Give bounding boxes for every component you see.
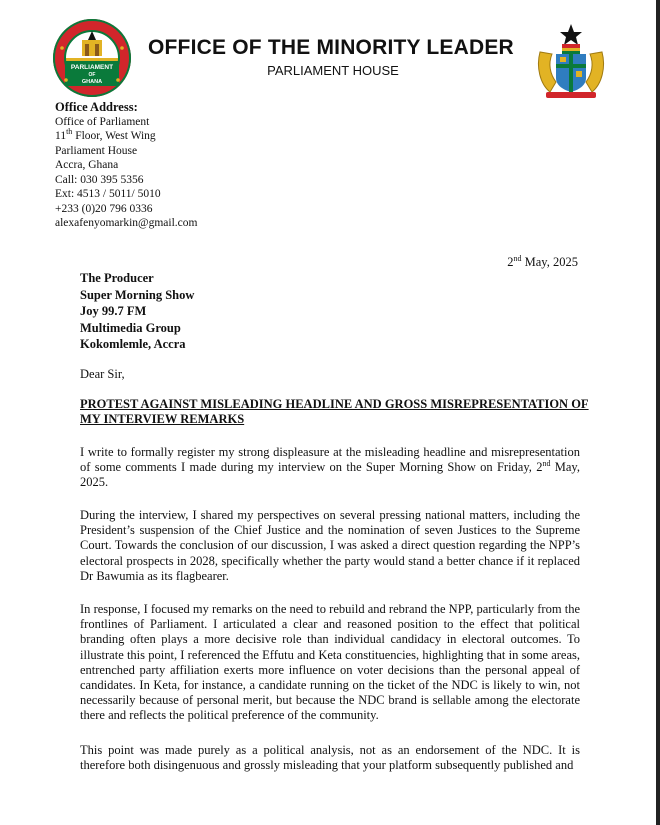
recipient-line: Joy 99.7 FM <box>80 304 147 318</box>
office-address <box>55 100 315 231</box>
address-line: Office of Parliament <box>55 115 150 128</box>
seal-text-ghana: GHANA <box>81 79 103 85</box>
address-line: Parliament House <box>55 144 138 157</box>
letter-subject: PROTEST AGAINST MISLEADING HEADLINE AND GROSS MISREPRESENTATION OF MY INTERVIEW REMARKS <box>80 397 589 426</box>
recipient-line: Multimedia Group <box>80 320 181 335</box>
recipient-line: The Producer <box>80 271 154 285</box>
body-paragraph: This point was made purely as a political analysis, not as an endorsement of the NDC. It is therefore both disingenuous and grossly misleading that your platform subsequently published and <box>80 743 580 773</box>
recipient-line: Super Morning Show <box>80 287 195 302</box>
seal-text-parliament: PARLIAMENT <box>70 64 114 71</box>
office-title: OFFICE OF THE MINORITY LEADER <box>148 36 514 59</box>
address-email: alexafenyomarkin@gmail.com <box>55 217 198 229</box>
page-edge <box>656 0 660 825</box>
body-paragraph: In response, I focused my remarks on the need to rebuild and rebrand the NPP, particularly from the frontlines of Parliament. I articulated a clear and reasoned position to the effect that political branding often plays a more decisive role than individual candidacy in electoral outcomes. To illustrate this point, I referenced the Effutu and Keta constituencies, highlighting that in some areas, entrenched party affiliation exerts more influence on voter decisions than the personal appeal of candidates. In Keta, for instance, a candidate running on the ticket of the NDC is likely to win, not necessarily because of personal merit, but because the NDC brand is sellable among the electorate there and reflects the political preference of the community. <box>80 602 580 723</box>
address-floor: 11th Floor, West Wing <box>55 127 156 142</box>
address-call: Call: 030 395 5356 <box>55 173 144 186</box>
address-ext: Ext: 4513 / 5011/ 5010 <box>55 188 161 200</box>
salutation: Dear Sir, <box>80 367 125 381</box>
recipient-block <box>80 270 194 353</box>
parliament-seal-icon <box>52 18 132 98</box>
body-paragraph: I write to formally register my strong displeasure at the misleading headline and misrepresentation of some comments I made during my interview on the Super Morning Show on Friday, 2nd May, 2025. <box>80 445 580 490</box>
office-subtitle: PARLIAMENT HOUSE <box>267 63 399 78</box>
letter-date: 2nd May, 2025 <box>507 253 578 269</box>
address-label: Office Address: <box>55 100 138 114</box>
address-line: Accra, Ghana <box>55 159 119 171</box>
ghana-coat-of-arms-icon <box>532 22 610 100</box>
recipient-line: Kokomlemle, Accra <box>80 337 186 351</box>
seal-text-of: OF <box>88 72 96 78</box>
body-paragraph: During the interview, I shared my perspectives on several pressing national matters, including the President’s suspension of the Chief Justice and the nomination of seven Justices to the Supreme Court. Towards the conclusion of our discussion, I was asked a direct question regarding the NPP’s electoral prospects in 2028, specifically whether the party would stand a better chance if it replaced Dr Bawumia as its flagbearer. <box>80 508 580 583</box>
address-phone: +233 (0)20 796 0336 <box>55 202 153 215</box>
